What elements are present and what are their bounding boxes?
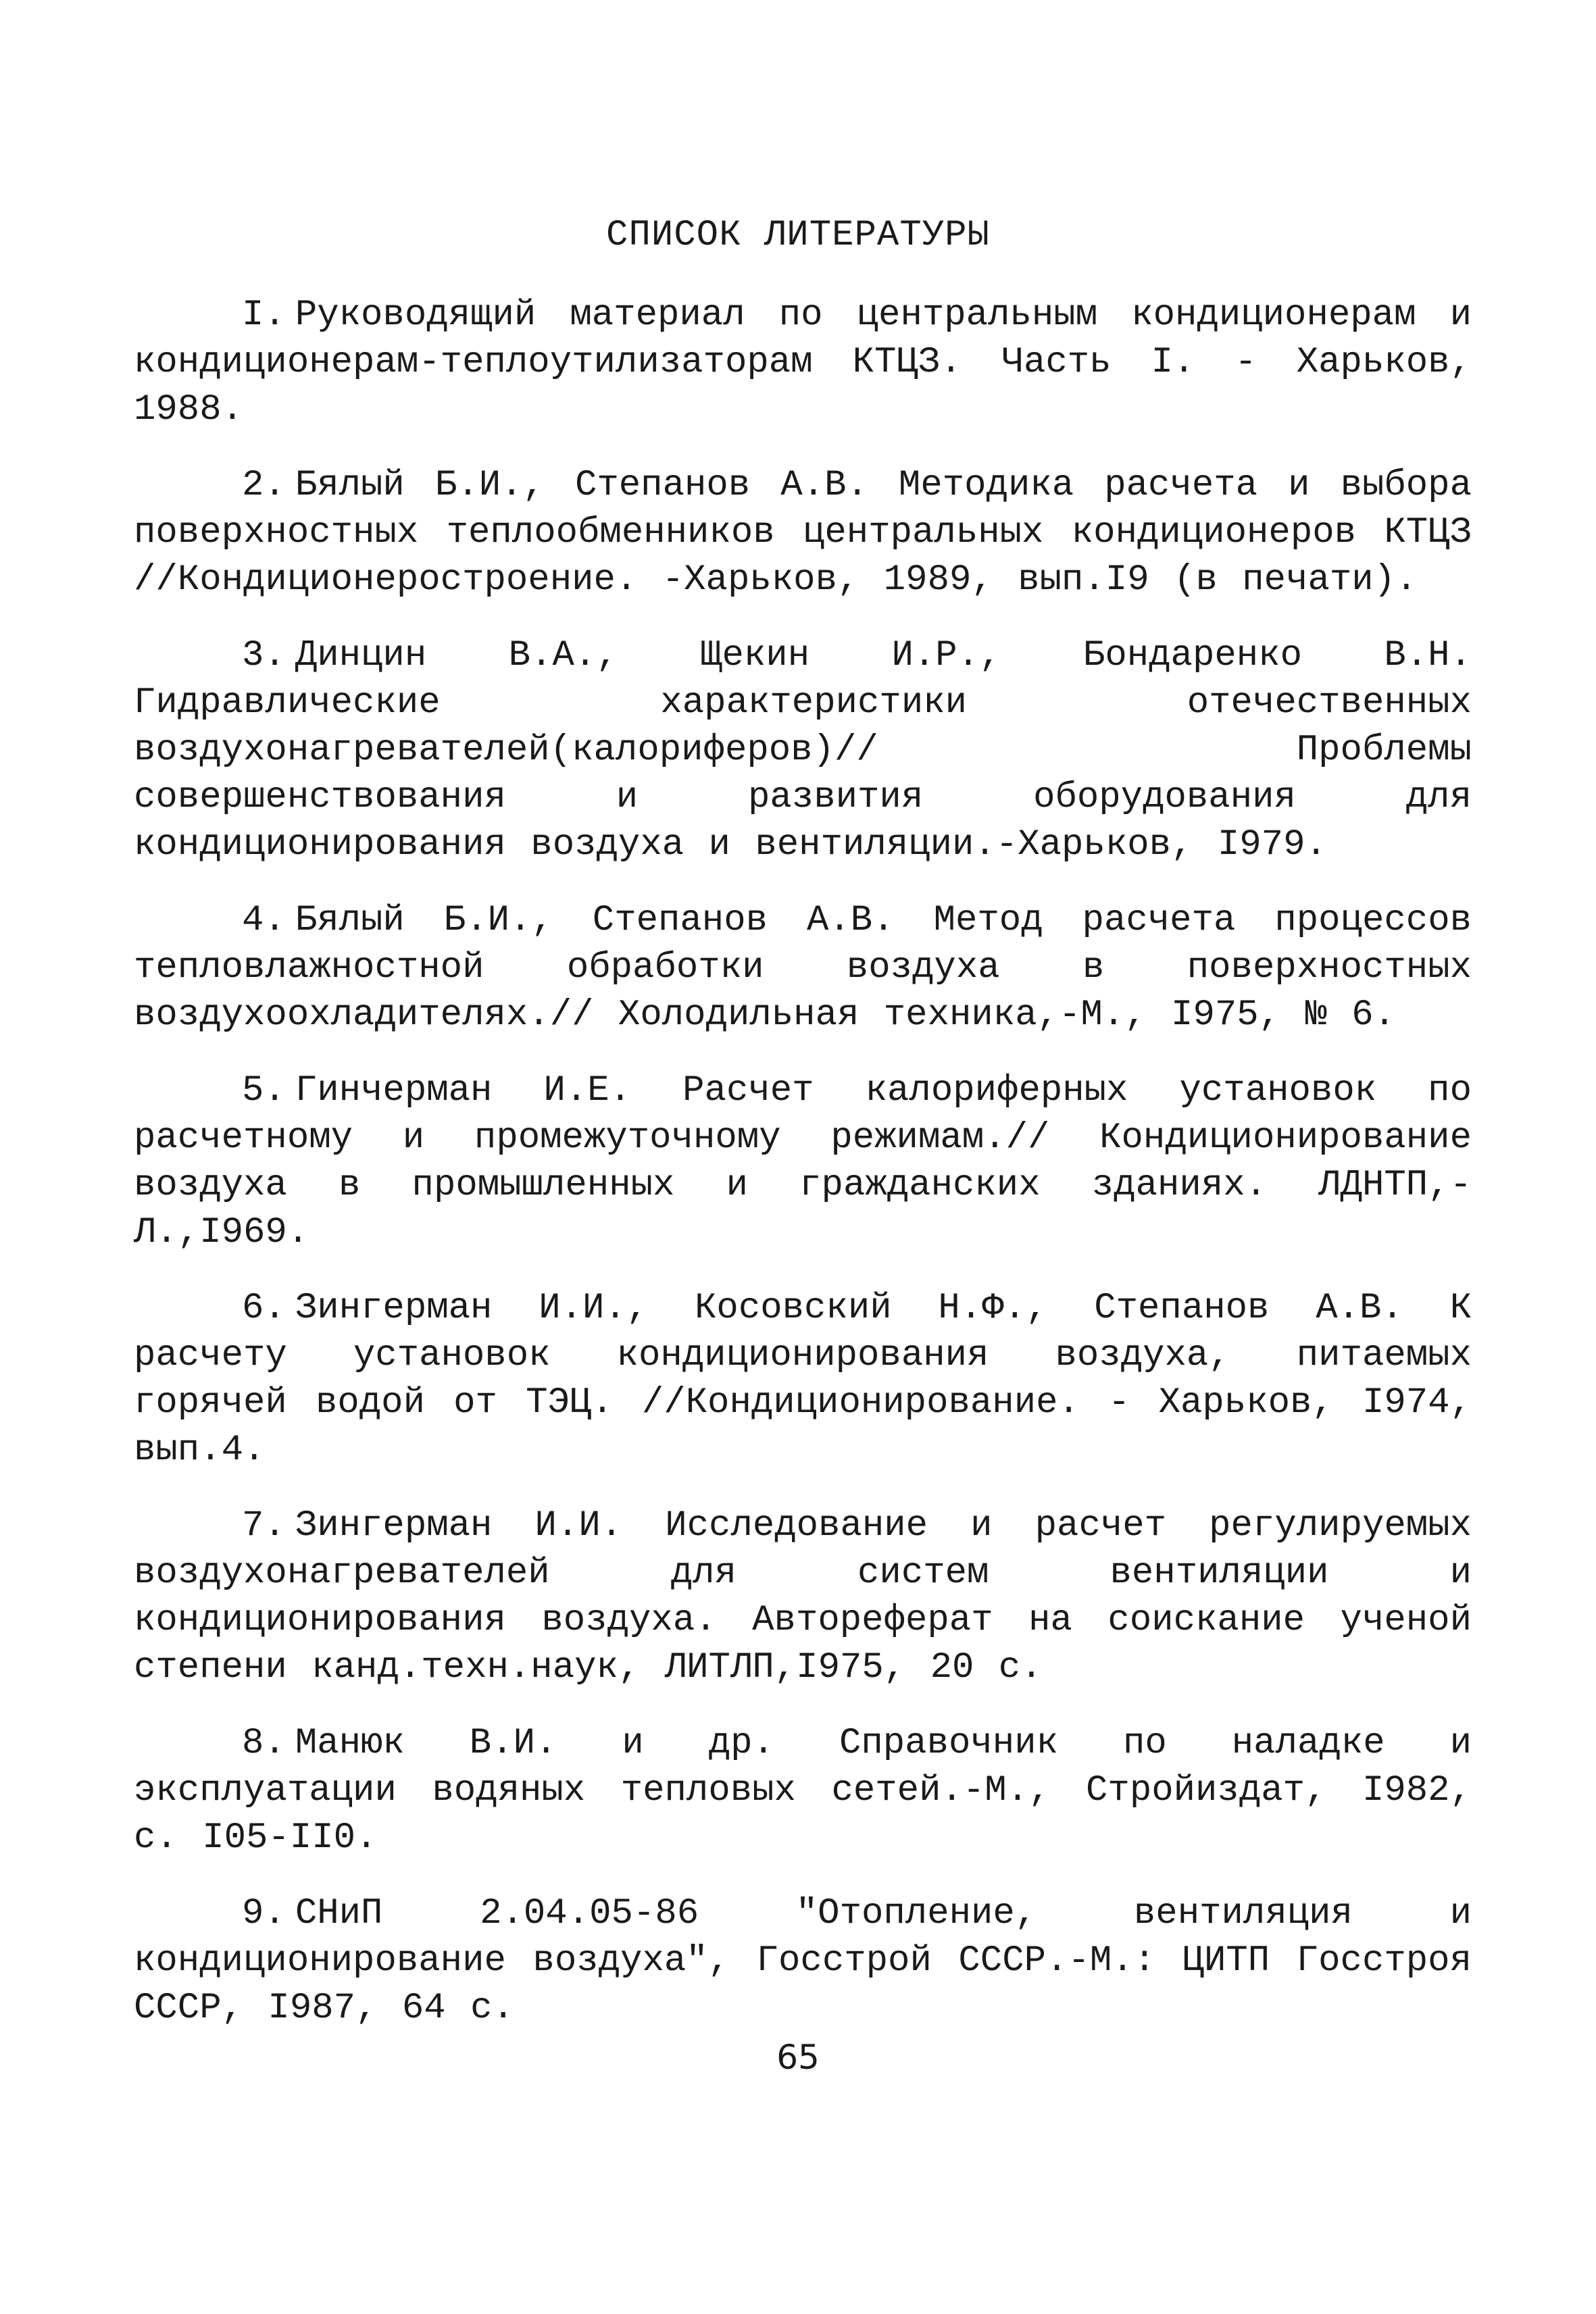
page-title: СПИСОК ЛИТЕРАТУРЫ [606, 215, 990, 256]
reference-number: 5. [242, 1070, 286, 1111]
reference-item [134, 1890, 1472, 2032]
reference-number: 2. [242, 465, 286, 506]
reference-number: 3. [242, 635, 286, 676]
reference-item [134, 1720, 1472, 1862]
reference-item [134, 462, 1472, 604]
reference-item [134, 1067, 1472, 1257]
reference-number: 9. [242, 1893, 286, 1934]
reference-item [134, 1503, 1472, 1692]
reference-text: Манюк В.И. и др. Справочник по наладке и эксплуатации водяных тепловых сетей.-М., Стройиздат, I982, с. I05-II0. [134, 1723, 1472, 1859]
reference-number: 4. [242, 900, 286, 941]
reference-item [134, 632, 1472, 869]
reference-text: Гинчерман И.Е. Расчет калориферных установок по расчетному и промежуточному режимам.// Кондиционирование воздуха в промышленных и гражданских зданиях. ЛДНТП,-Л.,I969. [134, 1070, 1472, 1253]
reference-text: Руководящий материал по центральным кондиционерам и кондиционерам-теплоутилизаторам КТЦЗ. Часть I. - Харьков, 1988. [134, 295, 1472, 430]
reference-text: Динцин В.А., Щекин И.Р., Бондаренко В.Н. Гидравлические характеристики отечественных воздухонагревателей(калориферов)// Проблемы совершенствования и развития оборудования для кондиционирования воздуха и вентиляции.-Харьков, I979. [134, 635, 1472, 865]
reference-item [134, 897, 1472, 1039]
reference-text: Бялый Б.И., Степанов А.В. Метод расчета процессов тепловлажностной обработки воздуха в поверхностных воздухоохладителях.// Холодильная техника,-М., I975, № 6. [134, 900, 1472, 1036]
reference-number: 8. [242, 1723, 286, 1764]
reference-number: 7. [242, 1505, 286, 1546]
reference-number: 6. [242, 1288, 286, 1329]
reference-text: СНиП 2.04.05-86 "Отопление, вентиляция и кондиционирование воздуха", Госстрой СССР.-М.: ЦИТП Госстроя СССР, I987, 64 с. [134, 1893, 1472, 2029]
reference-number: I. [242, 295, 286, 336]
reference-text: Бялый Б.И., Степанов А.В. Методика расчета и выбора поверхностных теплообменников центральных кондиционеров КТЦЗ //Кондиционеростроение. -Харьков, 1989, вып.I9 (в печати). [134, 465, 1472, 601]
reference-text: Зингерман И.И., Косовский Н.Ф., Степанов А.В. К расчету установок кондиционирования воздуха, питаемых горячей водой от ТЭЦ. //Кондиционирование. - Харьков, I974, вып.4. [134, 1288, 1472, 1471]
reference-item [134, 1285, 1472, 1474]
reference-text: Зингерман И.И. Исследование и расчет регулируемых воздухонагревателей для систем вентиляции и кондиционирования воздуха. Автореферат на соискание ученой степени канд.техн.наук, ЛИТЛП,I975, 20 с. [134, 1505, 1472, 1688]
reference-list [134, 292, 1472, 2061]
page-number: 65 [776, 2038, 820, 2077]
reference-item [134, 292, 1472, 434]
